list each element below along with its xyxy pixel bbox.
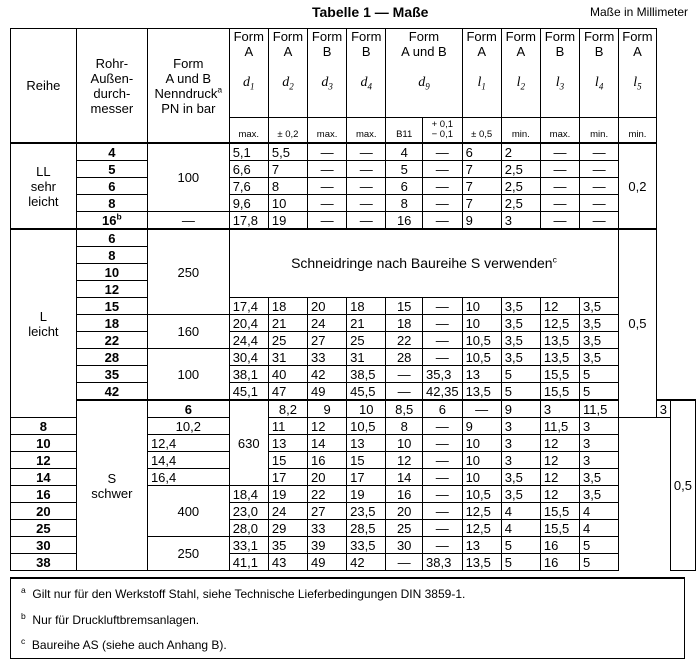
tol-l5: min. <box>619 117 656 143</box>
cell: 47 <box>268 383 307 401</box>
pipe-od: 6 <box>76 178 147 195</box>
cell: 15 <box>347 452 386 469</box>
table-row <box>11 400 696 418</box>
cell: 5,1 <box>229 143 268 161</box>
pipe-od: 22 <box>76 332 147 349</box>
cell: 5 <box>501 554 540 571</box>
cell: 3,5 <box>501 349 540 366</box>
cell: 15 <box>386 298 423 315</box>
cell: 4 <box>501 520 540 537</box>
header-rohr: Rohr- Außen- durch- messer <box>76 29 147 144</box>
cell: 30 <box>386 537 423 554</box>
cell: 16,4 <box>147 469 229 486</box>
header-l3: Form B $l_3$ <box>540 29 579 118</box>
table-title: Tabelle 1 — Maße <box>312 4 429 20</box>
cell: 3,5 <box>501 469 540 486</box>
cell: — <box>540 161 579 178</box>
cell: 3,5 <box>580 332 619 349</box>
cell: 18 <box>386 315 423 332</box>
header-l2: Form A $l_2$ <box>501 29 540 118</box>
cell: 10 <box>347 400 386 418</box>
cell: 12 <box>540 435 579 452</box>
pn-cell: 400 <box>147 486 229 537</box>
cell: 16 <box>308 452 347 469</box>
cell: — <box>347 143 386 161</box>
cell: 12 <box>540 452 579 469</box>
pipe-od: 25 <box>11 520 77 537</box>
header-l4: Form B $l_4$ <box>580 29 619 118</box>
cell: 22 <box>386 332 423 349</box>
tol-d2: ± 0,2 <box>268 117 307 143</box>
cell: 33,5 <box>347 537 386 554</box>
cell: — <box>540 195 579 212</box>
cell: — <box>347 161 386 178</box>
pn-cell: 160 <box>147 315 229 349</box>
cell: 30,4 <box>229 349 268 366</box>
cell: — <box>308 212 347 230</box>
cell: 23,5 <box>347 503 386 520</box>
cell: — <box>423 486 463 503</box>
cell: 33,1 <box>229 537 268 554</box>
cell: 5 <box>386 161 423 178</box>
cell: — <box>580 195 619 212</box>
cell: — <box>308 178 347 195</box>
pn-cell: 250 <box>147 537 229 571</box>
cell: — <box>347 212 386 230</box>
cell: 9,6 <box>229 195 268 212</box>
table-row <box>11 161 696 178</box>
cell: 9 <box>308 400 347 418</box>
cell: 13 <box>462 537 501 554</box>
cell: 3 <box>656 400 670 418</box>
cell: 5,5 <box>268 143 307 161</box>
pipe-od: 8 <box>11 418 77 435</box>
cell: 3 <box>501 418 540 435</box>
cell: 35 <box>268 537 307 554</box>
cell: 12,4 <box>147 435 229 452</box>
cell: — <box>540 143 579 161</box>
cell: 12 <box>540 298 579 315</box>
l5-cell: 0,5 <box>670 400 695 571</box>
pn-cell: 100 <box>147 349 229 401</box>
header-d2: Form A $d_2$ <box>268 29 307 118</box>
cell: — <box>423 435 463 452</box>
header-d9: Form A und B $d_9$ <box>386 29 462 117</box>
cell: 45,1 <box>229 383 268 401</box>
cell: — <box>423 418 463 435</box>
cell: 9 <box>501 400 540 418</box>
cell: 2 <box>501 143 540 161</box>
l5-cell: 0,5 <box>619 229 656 418</box>
cell: 45,5 <box>347 383 386 401</box>
cell: — <box>580 143 619 161</box>
cell: 8,2 <box>268 400 307 418</box>
header-d1: Form A $d_1$ <box>229 29 268 118</box>
cell: — <box>386 383 423 401</box>
cell: 3,5 <box>501 298 540 315</box>
pn-cell: 630 <box>229 400 268 486</box>
cell: — <box>423 503 463 520</box>
cell: 10 <box>462 452 501 469</box>
header-l1: Form A $l_1$ <box>462 29 501 118</box>
cell: 20,4 <box>229 315 268 332</box>
cell: 12 <box>540 486 579 503</box>
table-row <box>11 229 696 247</box>
cell: 3,5 <box>501 332 540 349</box>
merged-note: Schneidringe nach Baureihe S verwenden$^c$ <box>229 229 619 298</box>
cell: 23,0 <box>229 503 268 520</box>
cell: 42 <box>308 366 347 383</box>
cell: 38,3 <box>423 554 463 571</box>
cell: — <box>423 452 463 469</box>
cell: — <box>308 161 347 178</box>
header-pn: Form A und B Nenndruck$^a$ PN in bar <box>147 29 229 144</box>
pipe-od: 30 <box>11 537 77 554</box>
cell: 13,5 <box>462 383 501 401</box>
cell: 4 <box>501 503 540 520</box>
cell: — <box>423 161 463 178</box>
dimensions-table <box>10 28 696 571</box>
cell: 3,5 <box>501 315 540 332</box>
footnote-b: $^b$ Nur für Druckluftbremsanlagen. <box>21 611 200 627</box>
cell: 33 <box>308 520 347 537</box>
cell: 10 <box>462 315 501 332</box>
cell: 13,5 <box>540 332 579 349</box>
cell: 10 <box>462 298 501 315</box>
cell: 35,3 <box>423 366 463 383</box>
cell: 33 <box>308 349 347 366</box>
tol-d4: max. <box>347 117 386 143</box>
cell: 10 <box>386 435 423 452</box>
cell: 19 <box>268 212 307 230</box>
cell: — <box>308 143 347 161</box>
cell: 15 <box>268 452 307 469</box>
cell: 6 <box>462 143 501 161</box>
pipe-od: 8 <box>76 247 147 264</box>
cell: — <box>462 400 501 418</box>
tol-l3: max. <box>540 117 579 143</box>
tol-d9b: + 0,1 − 0,1 <box>423 117 463 143</box>
tol-l1: ± 0,5 <box>462 117 501 143</box>
cell: 3,5 <box>501 486 540 503</box>
cell: 7 <box>462 178 501 195</box>
pipe-od: 38 <box>11 554 77 571</box>
cell: 10,5 <box>462 486 501 503</box>
pn-cell: — <box>147 212 229 230</box>
cell: 13,5 <box>462 554 501 571</box>
cell: 31 <box>268 349 307 366</box>
cell: 7,6 <box>229 178 268 195</box>
table-row <box>11 315 696 332</box>
cell: 3,5 <box>580 315 619 332</box>
cell: 11,5 <box>540 418 579 435</box>
cell: 38,5 <box>347 366 386 383</box>
cell: — <box>540 212 579 230</box>
cell: 13 <box>268 435 307 452</box>
cell: 3 <box>501 435 540 452</box>
pipe-od: 28 <box>76 349 147 366</box>
cell: — <box>423 143 463 161</box>
group-ll: LL sehr leicht <box>11 143 77 229</box>
tol-l4: min. <box>580 117 619 143</box>
cell: 18 <box>347 298 386 315</box>
cell: 12,5 <box>462 520 501 537</box>
units-note: Maße in Millimeter <box>589 5 688 19</box>
footnote-c: $^c$ Baureihe AS (siehe auch Anhang B). <box>21 636 227 652</box>
cell: 5 <box>580 554 619 571</box>
cell: 18,4 <box>229 486 268 503</box>
cell: 8,5 <box>386 400 423 418</box>
cell: — <box>423 349 463 366</box>
cell: 3 <box>501 212 540 230</box>
cell: 4 <box>580 520 619 537</box>
cell: 49 <box>308 383 347 401</box>
tol-d1: max. <box>229 117 268 143</box>
pn-cell: 100 <box>147 143 229 212</box>
pipe-od: 6 <box>76 229 147 247</box>
cell: 28,5 <box>347 520 386 537</box>
cell: — <box>423 178 463 195</box>
cell: 25 <box>268 332 307 349</box>
pipe-od: 4 <box>76 143 147 161</box>
table-row <box>11 178 696 195</box>
pn-cell: 250 <box>147 229 229 315</box>
cell: 5 <box>580 366 619 383</box>
header-l5: Form A $l_5$ <box>619 29 656 118</box>
cell: — <box>386 554 423 571</box>
pipe-od: 16$^b$ <box>76 212 147 230</box>
cell: 7 <box>268 161 307 178</box>
cell: — <box>347 178 386 195</box>
table-row <box>11 366 696 383</box>
cell: 31 <box>347 349 386 366</box>
cell: 12 <box>386 452 423 469</box>
table-row <box>11 143 696 161</box>
cell: 3,5 <box>580 298 619 315</box>
cell: — <box>386 366 423 383</box>
table-row <box>11 332 696 349</box>
pipe-od: 16 <box>11 486 77 503</box>
cell: 10,5 <box>462 332 501 349</box>
table-row <box>11 383 696 401</box>
cell: 16 <box>386 212 423 230</box>
cell: 17,8 <box>229 212 268 230</box>
cell: 10,5 <box>462 349 501 366</box>
cell: 39 <box>308 537 347 554</box>
table-row <box>11 212 696 230</box>
cell: 12 <box>308 418 347 435</box>
cell: 27 <box>308 503 347 520</box>
cell: 10 <box>462 469 501 486</box>
cell: 41,1 <box>229 554 268 571</box>
pipe-od: 20 <box>11 503 77 520</box>
cell: — <box>423 298 463 315</box>
cell: 5 <box>501 537 540 554</box>
cell: — <box>423 212 463 230</box>
cell: 43 <box>268 554 307 571</box>
cell: — <box>580 161 619 178</box>
header-reihe: Reihe <box>11 29 77 144</box>
cell: — <box>540 178 579 195</box>
group-s: S schwer <box>76 400 147 571</box>
cell: 42,35 <box>423 383 463 401</box>
cell: 15,5 <box>540 383 579 401</box>
cell: 49 <box>308 554 347 571</box>
pipe-od: 14 <box>11 469 77 486</box>
pipe-od: 5 <box>76 161 147 178</box>
cell: 6,6 <box>229 161 268 178</box>
cell: 24,4 <box>229 332 268 349</box>
cell: 28,0 <box>229 520 268 537</box>
pipe-od: 18 <box>76 315 147 332</box>
cell: — <box>423 315 463 332</box>
cell: — <box>308 195 347 212</box>
pipe-od: 10 <box>11 435 77 452</box>
cell: — <box>423 332 463 349</box>
cell: 9 <box>462 212 501 230</box>
footnote-a: $^a$ Gilt nur für den Werkstoff Stahl, siehe Technische Lieferbedingungen DIN 3859-1. <box>21 585 466 601</box>
cell: 6 <box>386 178 423 195</box>
cell: 17 <box>268 469 307 486</box>
cell: 13 <box>462 366 501 383</box>
cell: 38,1 <box>229 366 268 383</box>
cell: 29 <box>268 520 307 537</box>
tol-d9a: B11 <box>386 117 423 143</box>
cell: 24 <box>268 503 307 520</box>
cell: 13,5 <box>540 349 579 366</box>
cell: 14 <box>308 435 347 452</box>
cell: — <box>580 212 619 230</box>
cell: 3,5 <box>580 349 619 366</box>
cell: 14 <box>386 469 423 486</box>
cell: — <box>580 178 619 195</box>
cell: 20 <box>386 503 423 520</box>
cell: 16 <box>540 554 579 571</box>
cell: 42 <box>347 554 386 571</box>
cell: 12,5 <box>540 315 579 332</box>
cell: — <box>423 195 463 212</box>
cell: 15,5 <box>540 366 579 383</box>
pipe-od: 15 <box>76 298 147 315</box>
pipe-od: 8 <box>76 195 147 212</box>
cell: 8 <box>386 195 423 212</box>
cell: 18 <box>268 298 307 315</box>
tol-l2: min. <box>501 117 540 143</box>
cell: 10 <box>268 195 307 212</box>
cell: 19 <box>268 486 307 503</box>
pipe-od: 12 <box>11 452 77 469</box>
footnotes <box>10 577 685 659</box>
cell: 8 <box>268 178 307 195</box>
pipe-od: 12 <box>76 281 147 298</box>
cell: 14,4 <box>147 452 229 469</box>
cell: 3,5 <box>580 486 619 503</box>
cell: 13 <box>347 435 386 452</box>
cell: 11,5 <box>580 400 619 418</box>
cell: 10,2 <box>147 418 229 435</box>
cell: 5 <box>580 383 619 401</box>
cell: 10 <box>462 435 501 452</box>
cell: 15,5 <box>540 503 579 520</box>
cell: — <box>423 469 463 486</box>
pipe-od: 42 <box>76 383 147 401</box>
cell: 10,5 <box>347 418 386 435</box>
cell: 5 <box>580 537 619 554</box>
cell: 7 <box>462 195 501 212</box>
cell: 21 <box>268 315 307 332</box>
cell: 4 <box>580 503 619 520</box>
cell: 9 <box>462 418 501 435</box>
cell: 3 <box>580 435 619 452</box>
cell: 3,5 <box>580 469 619 486</box>
cell: 40 <box>268 366 307 383</box>
group-l: L leicht <box>11 229 77 418</box>
header-d3: Form B $d_3$ <box>308 29 347 118</box>
cell: — <box>423 520 463 537</box>
cell: 12,5 <box>462 503 501 520</box>
cell: 16 <box>386 486 423 503</box>
cell: 3 <box>501 452 540 469</box>
cell: 7 <box>462 161 501 178</box>
cell: 2,5 <box>501 161 540 178</box>
tol-d3: max. <box>308 117 347 143</box>
cell: 28 <box>386 349 423 366</box>
cell: 2,5 <box>501 195 540 212</box>
header-d4: Form B $d_4$ <box>347 29 386 118</box>
cell: 20 <box>308 469 347 486</box>
cell: 24 <box>308 315 347 332</box>
cell: 17,4 <box>229 298 268 315</box>
cell: 3 <box>540 400 579 418</box>
cell: 17 <box>347 469 386 486</box>
pipe-od: 6 <box>147 400 229 418</box>
cell: 11 <box>268 418 307 435</box>
cell: — <box>423 537 463 554</box>
cell: 5 <box>501 366 540 383</box>
cell: — <box>347 195 386 212</box>
cell: 2,5 <box>501 178 540 195</box>
cell: 21 <box>347 315 386 332</box>
cell: 3 <box>580 418 619 435</box>
pipe-od: 10 <box>76 264 147 281</box>
cell: 15,5 <box>540 520 579 537</box>
cell: 20 <box>308 298 347 315</box>
cell: 12 <box>540 469 579 486</box>
cell: 16 <box>540 537 579 554</box>
l5-cell: 0,2 <box>619 143 656 229</box>
cell: 25 <box>347 332 386 349</box>
cell: 22 <box>308 486 347 503</box>
table-row <box>11 195 696 212</box>
pipe-od: 35 <box>76 366 147 383</box>
cell: 6 <box>423 400 463 418</box>
cell: 4 <box>386 143 423 161</box>
cell: 19 <box>347 486 386 503</box>
cell: 8 <box>386 418 423 435</box>
cell: 27 <box>308 332 347 349</box>
cell: 25 <box>386 520 423 537</box>
table-row <box>11 298 696 315</box>
table-row <box>11 349 696 366</box>
cell: 5 <box>501 383 540 401</box>
cell: 3 <box>580 452 619 469</box>
